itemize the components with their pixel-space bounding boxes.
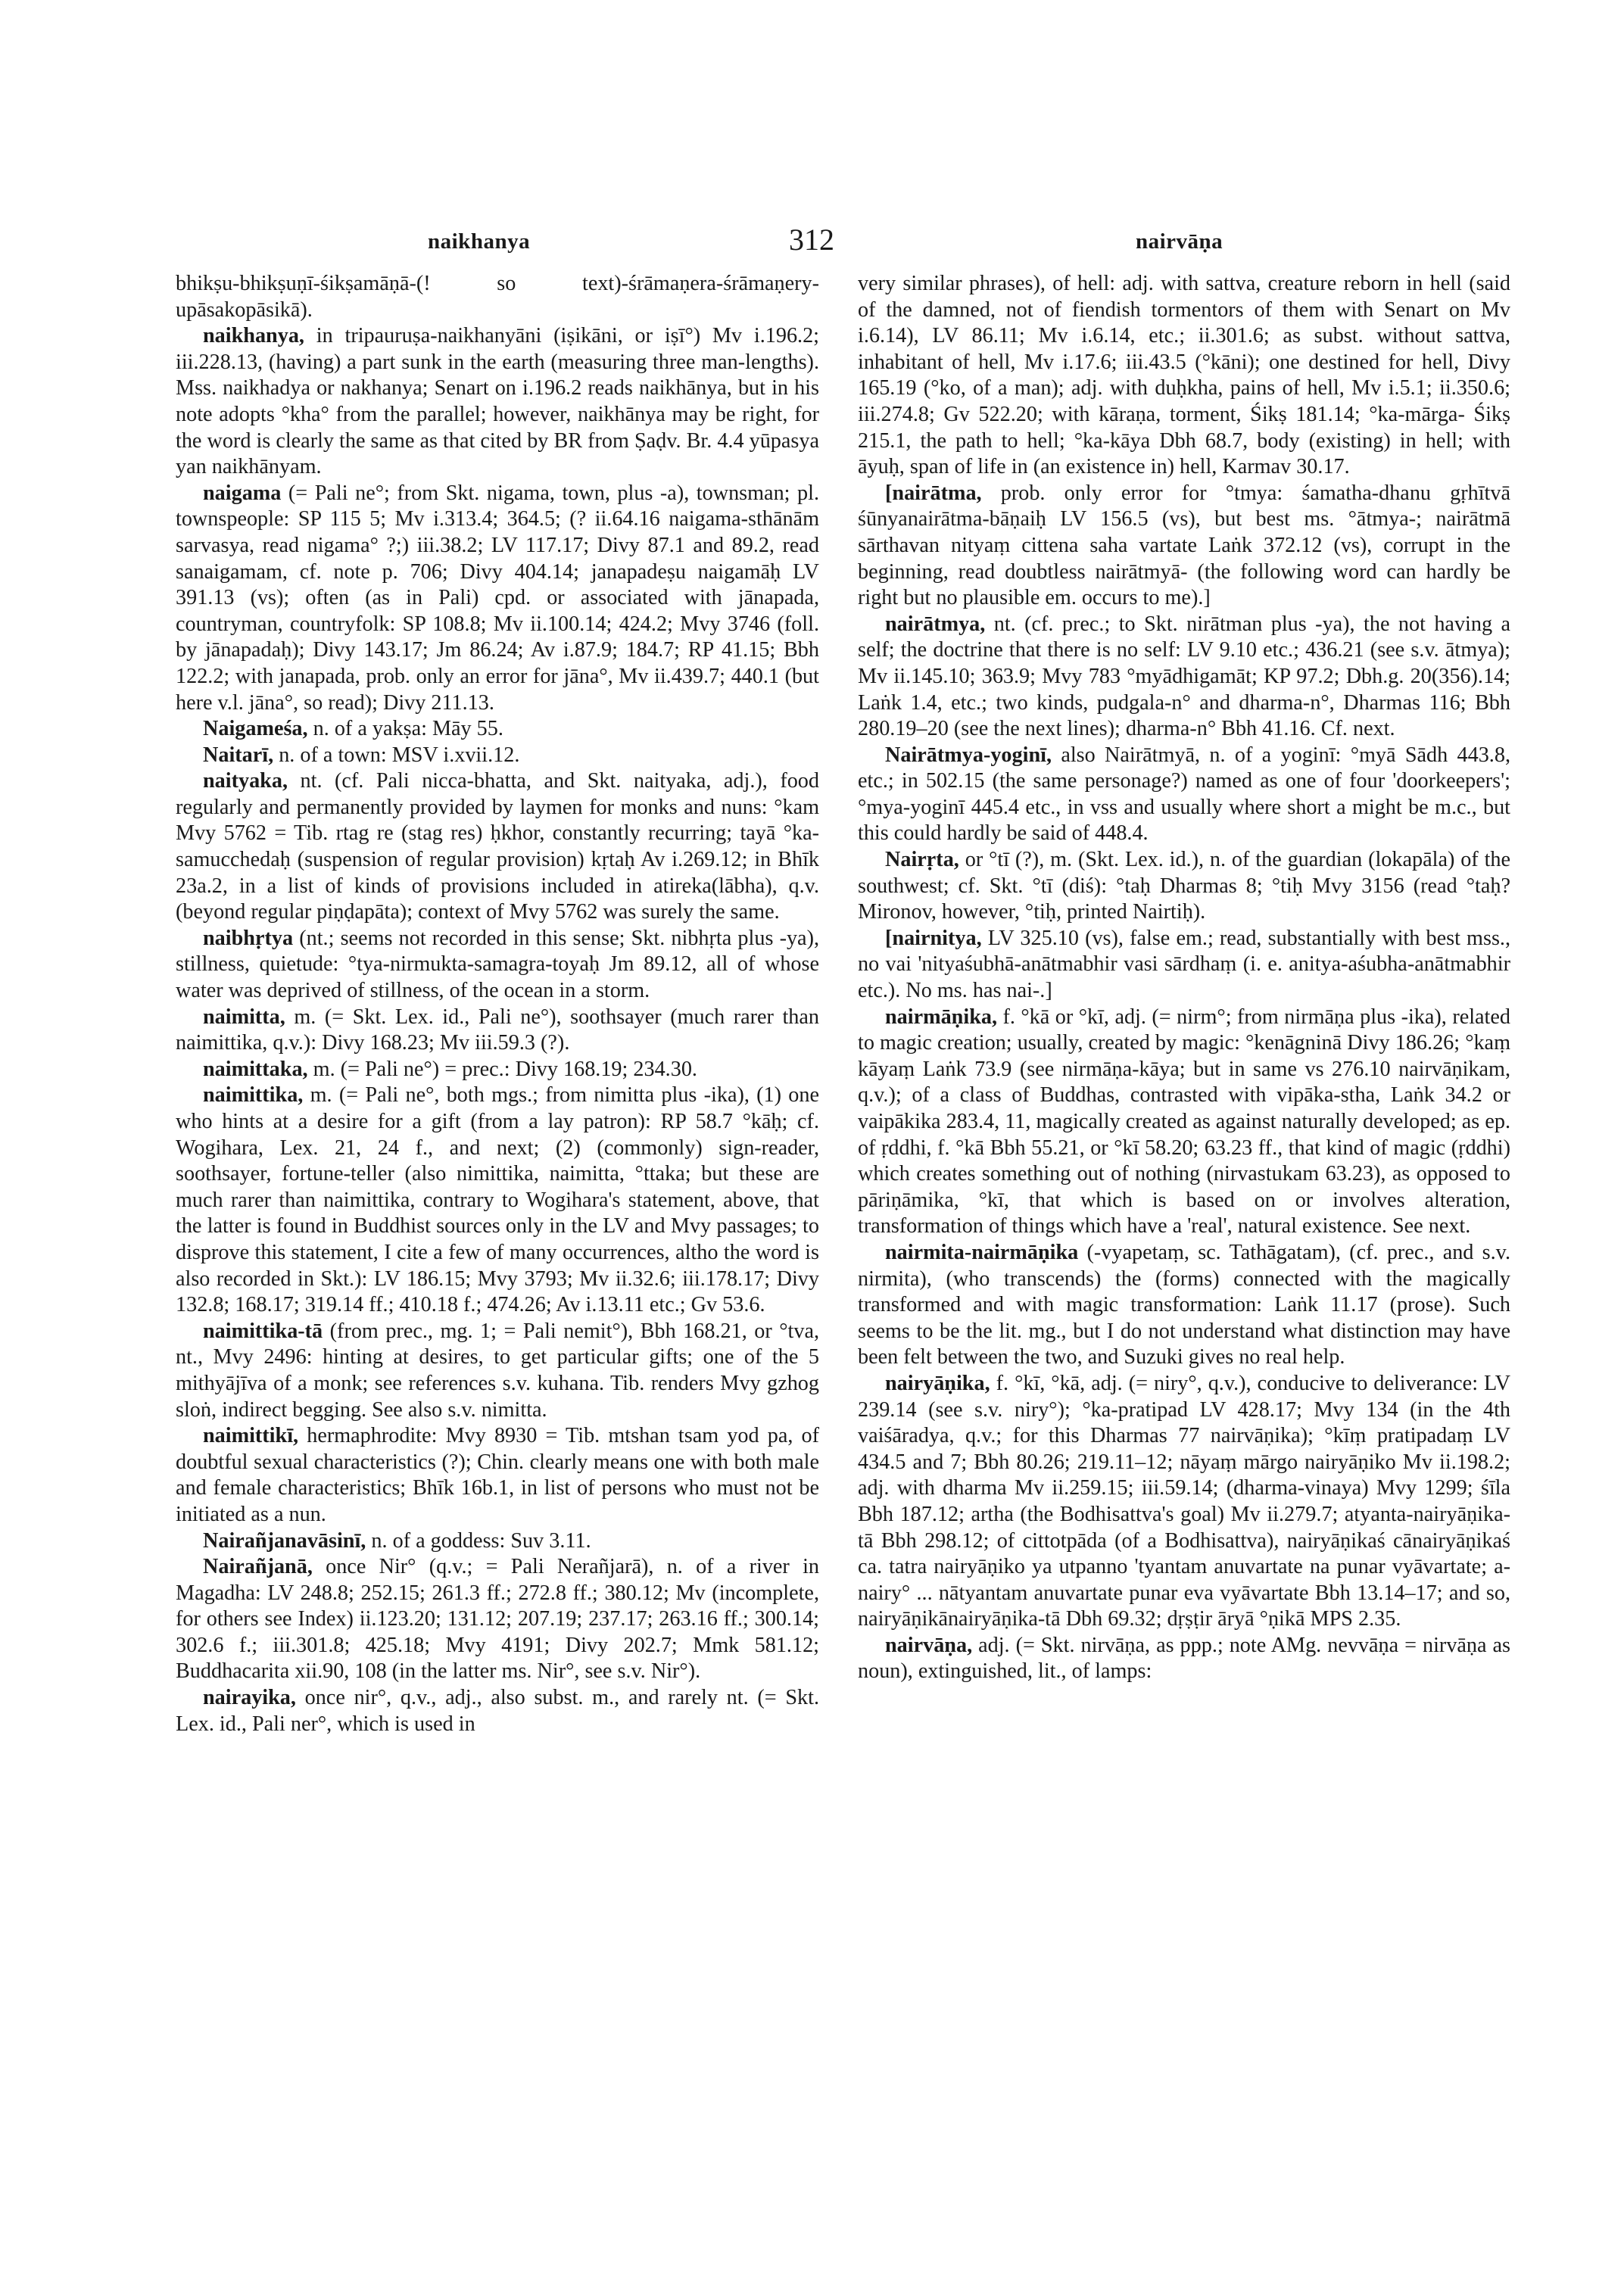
dictionary-entry xyxy=(858,271,1510,481)
entry-headword: Nairṛta, xyxy=(885,848,959,872)
entry-text: m. (= Pali ne°) = prec.: Divy 168.19; 234.30. xyxy=(313,1057,697,1081)
dictionary-entry xyxy=(858,1633,1510,1685)
entry-text: f. °kī, °kā, adj. (= niry°, q.v.), conducive to deliverance: LV 239.14 (see s.v. niry°); °ka-pratipad LV 428.17; Mvy 134 (in the 4th vaiśāradya, q.v.; for this Dharmas 77 nairvāṇika); °kīṃ pratipadaṃ LV 434.5 and 7; Bbh 80.26; 219.11–12; nāyaṃ mārgo nairyāṇiko Mv ii.198.2; adj. with dharma Mv ii.259.15; iii.59.14; (dharma-vinaya) Mvy 1299; śīla Bbh 187.12; artha (the Bodhisattva's goal) Mv ii.279.7; atyanta-nairyāṇika-tā Bbh 298.12; of cittotpāda (of a Bodhisattva), nairyāṇikaś cānairyāṇikaś ca. tatra nairyāṇiko ya utpanno 'tyantam anuvartate na punar vyāvartate; a-nairy° ... nātyantam anuvartate punar eva vyāvartate Bbh 13.14–17; and so, nairyāṇikānairyāṇika-tā Dbh 69.32; dṛṣṭir āryā °ṇikā MPS 2.35. xyxy=(858,1371,1511,1631)
dictionary-entry xyxy=(176,1685,819,1737)
dictionary-entry xyxy=(176,1423,819,1528)
entry-headword: Nairātmya-yoginī, xyxy=(885,743,1052,767)
entry-headword: naikhanya, xyxy=(203,324,304,348)
dictionary-entry xyxy=(858,1371,1510,1633)
dictionary-entry xyxy=(176,1057,819,1083)
entry-text: hermaphrodite: Mvy 8930 = Tib. mtshan tsam yod pa, of doubtful sexual characteristics (?); Chin. clearly means one with both male and female characteristics; Bhīk 16b.1, in list of persons who must not be initiated as a nun. xyxy=(176,1424,820,1526)
entry-headword: nairmita-nairmāṇika xyxy=(885,1240,1079,1264)
entry-text: in tripauruṣa-naikhanyāni (iṣikāni, or iṣī°) Mv i.196.2; iii.228.13, (having) a part sunk in the earth (measuring three man-lengths). Mss. naikhadya or nakhanya; Senart on i.196.2 reads naikhānya, but in his note adopts °kha° from the parallel; however, naikhānya may be right, for the word is clearly the same as that cited by BR from Ṣaḍv. Br. 4.4 yūpasya yan naikhānyam. xyxy=(176,324,820,479)
entry-text: m. (= Skt. Lex. id., Pali ne°), soothsayer (much rarer than naimittika, q.v.): Divy 168.23; Mv iii.59.3 (?). xyxy=(176,1005,820,1055)
entry-text: nt. (cf. Pali nicca-bhatta, and Skt. naityaka, adj.), food regularly and permanently provided by laymen for monks and nuns: °kam Mvy 5762 = Tib. rtag re (stag res) ḥkhor, constantly recurring; tayā °ka-samucchedaḥ (suspension of regular provision) kṛtaḥ Av i.269.12; in Bhīk 23a.2, in a list of kinds of provisions included in atireka(lābha), q.v. (beyond regular piṇḍapāta); context of Mvy 5762 was surely the same. xyxy=(176,769,819,924)
dictionary-entry xyxy=(858,743,1510,847)
entry-headword: naimittikī, xyxy=(203,1424,299,1448)
entry-text: f. °kā or °kī, adj. (= nirm°; from nirmāṇa plus -ika), related to magic creation; usually, created by magic: °kenāgninā Divy 186.26; °kaṃ kāyaṃ Laṅk 73.9 (see nirmāṇa-kāya; but in same vs 276.10 nairvāṇikam, q.v.); of a class of Buddhas, contrasted with vipāka-stha, Laṅk 34.2 or vaipākika 283.4, 11, magically created as against naturally developed; as ep. of ṛddhi, f. °kā Bbh 55.21, or °kī 58.20; 63.23 ff., that kind of magic (ṛddhi) which creates something out of nothing (nirvastukam 63.23), as opposed to pāriṇāmika, °kī, that which is based on or involves alteration, transformation of things which have a 'real', natural existence. See next. xyxy=(858,1005,1510,1238)
entry-text: (nt.; seems not recorded in this sense; Skt. nibhṛta plus -ya), stillness, quietude: °tya-nirmukta-samagra-toyaḥ Jm 89.12, all of whose water was deprived of stillness, of the ocean in a storm. xyxy=(176,926,820,1003)
entry-headword: nairmāṇika, xyxy=(885,1005,998,1029)
entry-text: (-vyapetaṃ, sc. Tathāgatam), (cf. prec., and s.v. nirmita), (who transcends) the (forms) connected with the magically transformed and with magic transformation: Laṅk 11.17 (prose). Such seems to be the lit. mg., but I do not understand what distinction may have been felt between the two, and Suzuki gives no real help. xyxy=(858,1240,1510,1369)
entry-headword: naibhṛtya xyxy=(203,926,294,950)
entry-headword: Naigameśa, xyxy=(203,717,308,741)
dictionary-entry xyxy=(176,1319,819,1423)
entry-headword: naimittaka, xyxy=(203,1057,308,1081)
dictionary-entry xyxy=(176,716,819,743)
entry-headword: Nairañjanā, xyxy=(203,1555,313,1579)
entry-headword: nairātmya, xyxy=(885,612,986,636)
entry-headword: Naitarī, xyxy=(203,743,274,767)
running-header xyxy=(0,216,1624,261)
entry-text: nt. (cf. prec.; to Skt. nirātman plus -ya), the not having a self; the doctrine that there is no self: LV 9.10 etc.; 436.21 (see s.v. ātmya); Mv ii.145.10; 363.9; Mvy 783 °myādhigamāt; KP 97.2; Dbh.g. 20(356).14; Laṅk 1.4, etc.; two kinds, pudgala-n° and dharma-n°, Dharmas 116; Bbh 280.19–20 (see the next lines); dharma-n° Bbh 41.16. Cf. next. xyxy=(858,612,1511,741)
dictionary-entry xyxy=(176,768,819,926)
entry-text: LV 325.10 (vs), false em.; read, substantially with best mss., no vai 'nityaśubhā-anātmabhir vasi sārdhaṃ (i. e. anitya-aśubha-anātmabhir etc.). No ms. has nai-.] xyxy=(858,926,1511,1003)
dictionary-entry xyxy=(176,1005,819,1057)
entry-headword: nairvāṇa, xyxy=(885,1633,973,1657)
entry-text: m. (= Pali ne°, both mgs.; from nimitta plus -ika), (1) one who hints at a desire for a gift (from a lay patron): RP 58.7 °kāḥ; cf. Wogihara, Lex. 21, 24 f., and next; (2) (commonly) sign-reader, soothsayer, fortune-teller (also nimittika, naimitta, °ttaka; but these are much rarer than naimittika, contrary to Wogihara's statement, above, that the latter is found in Buddhist sources only in the LV and Mvy passages; to disprove this statement, I cite a few of many occurrences, altho the word is also recorded in Skt.): LV 186.15; Mvy 3793; Mv ii.32.6; iii.178.17; Divy 132.8; 168.17; 319.14 ff.; 410.18 f.; 474.26; Av i.13.11 etc.; Gv 53.6. xyxy=(176,1083,819,1317)
entry-headword: [nairātma, xyxy=(885,481,982,505)
right-column xyxy=(858,271,1510,1685)
entry-headword: naigama xyxy=(203,481,282,505)
entry-text: very similar phrases), of hell: adj. with sattva, creature reborn in hell (said of the damned, not of fiendish tormentors of them with Senart on Mv i.6.14), LV 86.11; Mv i.6.14, etc.; ii.301.6; as subst. without sattva, inhabitant of hell, Mv i.17.6; iii.43.5 (°kāni); one destined for hell, Divy 165.19 (°ko, of a man); adj. with duḥkha, pains of hell, Mv i.5.1; ii.350.6; iii.274.8; Gv 522.20; with kāraṇa, torment, Śikṣ 181.14; °ka-mārga- Śikṣ 215.1, the path to hell; °ka-kāya Dbh 68.7, body (existing) in hell; with āyuḥ, span of life in (an existence in) hell, Karmav 30.17. xyxy=(858,272,1510,479)
dictionary-entry xyxy=(176,481,819,716)
entry-headword: nairyāṇika, xyxy=(885,1371,990,1395)
dictionary-entry xyxy=(858,847,1510,926)
right-running-headword: nairvāṇa xyxy=(1136,229,1223,254)
entry-text: n. of a yakṣa: Māy 55. xyxy=(313,717,503,741)
dictionary-entry xyxy=(176,743,819,769)
entry-headword: naimitta, xyxy=(203,1005,285,1029)
left-column xyxy=(176,271,819,1737)
entry-text: or °tī (?), m. (Skt. Lex. id.), n. of the guardian (lokapāla) of the southwest; cf. Skt. °tī (diś): °taḥ Dharmas 8; °tiḥ Mvy 3156 (read °taḥ? Mironov, however, °tiḥ, printed Nairtiḥ). xyxy=(858,848,1511,924)
entry-text: (= Pali ne°; from Skt. nigama, town, plus -a), townsman; pl. townspeople: SP 115 5; Mv i.313.4; 364.5; (? ii.64.16 naigama-sthānām sarvasya, read nigama° ?;) iii.38.2; LV 117.17; Divy 87.1 and 89.2, read sanaigamam, cf. note p. 706; Divy 404.14; janapadeṣu naigamāḥ LV 391.13 (vs); often (as in Pali) cpd. or associated with jānapada, countryman, countryfolk: SP 108.8; Mv ii.100.14; 424.2; Mvy 3746 (foll. by jānapadaḥ); Divy 143.17; Jm 86.24; Av i.87.9; 184.7; RP 41.15; Bbh 122.2; with janapada, prob. only an error for jāna°, Mv ii.439.7; 440.1 (but here v.l. jāna°, so read); Divy 211.13. xyxy=(176,481,820,715)
dictionary-entry xyxy=(858,1005,1510,1240)
entry-headword: naityaka, xyxy=(203,769,288,793)
entry-headword: naimittika, xyxy=(203,1083,304,1108)
dictionary-entry xyxy=(858,926,1510,1005)
entry-text: bhikṣu-bhikṣuṇī-śikṣamāṇā-(! so text)-śrāmaṇera-śrāmaṇery-upāsakopāsikā). xyxy=(176,272,819,322)
entry-text: n. of a town: MSV i.xvii.12. xyxy=(279,743,520,767)
dictionary-entry xyxy=(858,1240,1510,1371)
dictionary-entry xyxy=(176,926,819,1005)
entry-headword: [nairnitya, xyxy=(885,926,982,950)
entry-text: also Nairātmyā, n. of a yoginī: °myā Sādh 443.8, etc.; in 502.15 (the same personage?) named as one of four 'doorkeepers'; °mya-yoginī 445.4 etc., in vss and usually where short a might be m.c., but this could hardly be said of 448.4. xyxy=(858,743,1510,846)
entry-headword: Nairañjanavāsinī, xyxy=(203,1528,366,1553)
entry-text: once nir°, q.v., adj., also subst. m., and rarely nt. (= Skt. Lex. id., Pali ner°, which is used in xyxy=(176,1686,819,1736)
entry-text: (from prec., mg. 1; = Pali nemit°), Bbh 168.21, or °tva, nt., Mvy 2496: hinting at desires, to get particular gifts; one of the 5 mithyājīva of a monk; see references s.v. kuhana. Tib. renders Mvy gzhog sloṅ, indirect begging. See also s.v. nimitta. xyxy=(176,1319,819,1422)
entry-text: n. of a goddess: Suv 3.11. xyxy=(371,1528,591,1553)
entry-text: adj. (= Skt. nirvāṇa, as ppp.; note AMg. nevvāṇa = nirvāṇa as noun), extinguished, lit., of lamps: xyxy=(858,1633,1511,1684)
dictionary-entry xyxy=(176,1528,819,1555)
dictionary-entry xyxy=(176,271,819,323)
page-number: 312 xyxy=(789,223,834,257)
dictionary-entry xyxy=(176,1083,819,1318)
dictionary-entry xyxy=(858,612,1510,743)
entry-headword: nairayika, xyxy=(203,1686,296,1710)
dictionary-entry xyxy=(176,1554,819,1685)
entry-headword: naimittika-tā xyxy=(203,1319,323,1343)
entry-text: once Nir° (q.v.; = Pali Nerañjarā), n. of a river in Magadha: LV 248.8; 252.15; 261.3 ff.; 272.8 ff.; 380.12; Mv (incomplete, for others see Index) ii.123.20; 131.12; 207.19; 237.17; 263.16 ff.; 300.14; 302.6 f.; iii.301.8; 425.18; Mvy 4191; Divy 202.7; Mmk 581.12; Buddhacarita xii.90, 108 (in the latter ms. Nir°, see s.v. Nir°). xyxy=(176,1555,819,1684)
dictionary-entry xyxy=(858,481,1510,612)
dictionary-entry xyxy=(176,323,819,481)
entry-text: prob. only error for °tmya: śamatha-dhanu gṛhītvā śūnyanairātma-bāṇaiḥ LV 156.5 (vs), but best ms. °ātmya-; nairātmā sārthavan nityaṃ cittena saha vartate Laṅk 372.12 (vs), corrupt in the beginning, read doubtless nairātmyā- (the following word can hardly be right but no plausible em. occurs to me).] xyxy=(858,481,1510,610)
left-running-headword: naikhanya xyxy=(428,229,531,254)
